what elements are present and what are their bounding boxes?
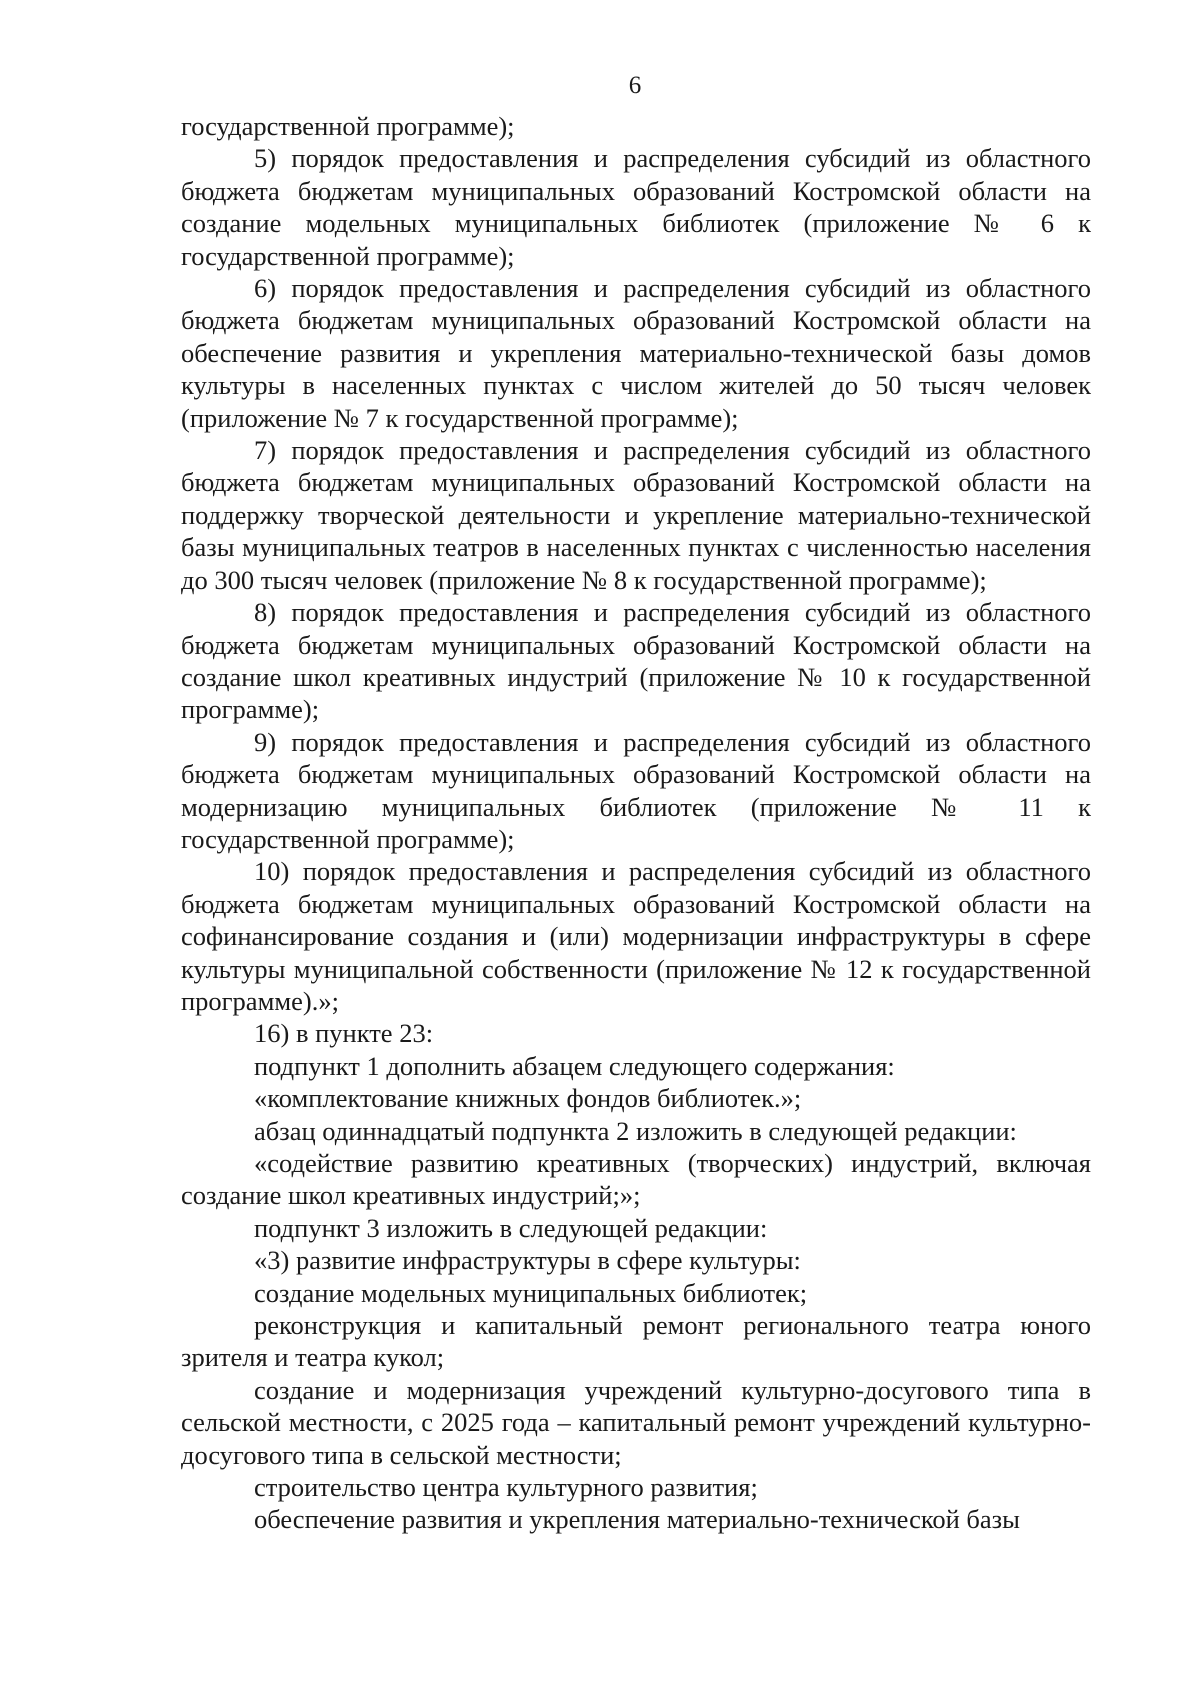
paragraph-model-libraries: создание модельных муниципальных библиотек; [254,1277,808,1308]
paragraph-quote-book-funds: «комплектование книжных фондов библиотек.»; [254,1083,802,1114]
paragraph-item-8: 8) порядок предоставления и распределения субсидий из областного бюджета бюджетам муниципальных образований Костромской области на создание школ креативных индустрий (приложение № 10 к государственной программе); [181,597,1091,725]
document-body [181,110,1091,1536]
paragraph-item-10: 10) порядок предоставления и распределения субсидий из областного бюджета бюджетам муниципальных образований Костромской области на софинансирование создания и (или) модернизации инфраструктуры в сфере культуры муниципальной собственности (приложение № 12 к государственной программе).»; [181,856,1091,1016]
paragraph-item-16: 16) в пункте 23: [254,1018,434,1049]
paragraph-theatre-reconstruction: реконструкция и капитальный ремонт регионального театра юного зрителя и театра кукол; [181,1310,1091,1373]
paragraph-item-9: 9) порядок предоставления и распределения субсидий из областного бюджета бюджетам муниципальных образований Костромской области на модернизацию муниципальных библиотек (приложение № 11 к государственной программе); [181,726,1091,854]
page-number: 6 [628,72,642,99]
paragraph-material-base: обеспечение развития и укрепления материально-технической базы [254,1504,1020,1535]
paragraph-item-5: 5) порядок предоставления и распределения субсидий из областного бюджета бюджетам муниципальных образований Костромской области на создание модельных муниципальных библиотек (приложение № 6 к государственной программе); [181,143,1091,271]
paragraph-subitem-3: подпункт 3 изложить в следующей редакции: [254,1212,768,1243]
paragraph-quote-creative-industries: «содействие развитию креативных (творческих) индустрий, включая создание школ креативных индустрий;»; [181,1148,1091,1211]
paragraph-continuation: государственной программе); [181,111,515,141]
paragraph-item-6: 6) порядок предоставления и распределения субсидий из областного бюджета бюджетам муниципальных образований Костромской области на обеспечение развития и укрепления материально-технической базы домов культуры в населенных пунктах с числом жителей до 50 тысяч человек (приложение № 7 к государственной программе); [181,273,1091,433]
paragraph-culture-center: строительство центра культурного развития; [254,1472,758,1503]
paragraph-subitem-2-eleventh: абзац одиннадцатый подпункта 2 изложить в следующей редакции: [254,1115,1017,1146]
paragraph-rural-culture: создание и модернизация учреждений культурно-досугового типа в сельской местности, с 2025 года – капитальный ремонт учреждений культурно-досугового типа в сельской местности; [181,1374,1091,1470]
paragraph-subitem-1: подпункт 1 дополнить абзацем следующего содержания: [254,1050,895,1081]
paragraph-quote-infrastructure: «3) развитие инфраструктуры в сфере культуры: [254,1245,801,1276]
paragraph-item-7: 7) порядок предоставления и распределения субсидий из областного бюджета бюджетам муниципальных образований Костромской области на поддержку творческой деятельности и укрепление материально-технической базы муниципальных театров в населенных пунктах с численностью населения до 300 тысяч человек (приложение № 8 к государственной программе); [181,435,1091,595]
